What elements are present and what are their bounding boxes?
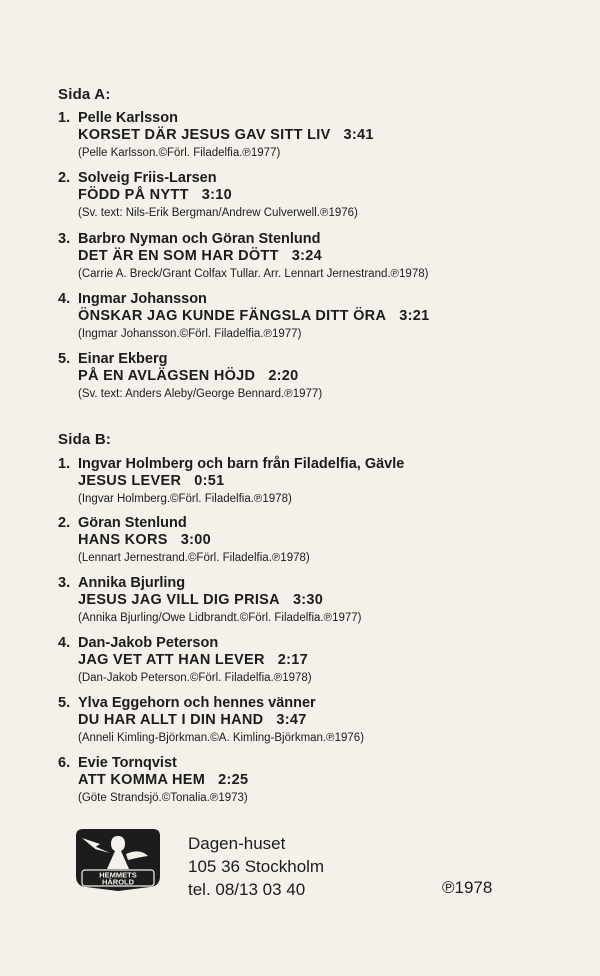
track-credit: (Annika Bjurling/Owe Lidbrandt.©Förl. Filadelfia.℗1977): [78, 612, 362, 624]
track-artist: Ingvar Holmberg och barn från Filadelfia, Gävle: [78, 456, 405, 472]
side-b-heading: Sida B:: [58, 431, 112, 448]
track-credit: (Göte Strandsjö.©Tonalia.℗1973): [78, 792, 248, 804]
track-credit: (Ingvar Holmberg.©Förl. Filadelfia.℗1978): [78, 493, 292, 505]
track-number: 5.: [58, 695, 71, 711]
track-artist: Einar Ekberg: [78, 351, 168, 367]
logo-text: HEMMETS HÄROLD: [99, 870, 137, 887]
track-credit: (Carrie A. Breck/Grant Colfax Tullar. Arr. Lennart Jernestrand.℗1978): [78, 268, 429, 280]
track-number: 6.: [58, 755, 71, 771]
track-title: JESUS JAG VILL DIG PRISA: [78, 592, 280, 608]
track-title: DET ÄR EN SOM HAR DÖTT: [78, 248, 279, 264]
track-artist: Annika Bjurling: [78, 575, 186, 591]
track-a1: [58, 110, 578, 161]
track-credit: (Lennart Jernestrand.©Förl. Filadelfia.℗1978): [78, 552, 310, 564]
track-a2: [58, 170, 578, 221]
track-credit: (Sv. text: Nils-Erik Bergman/Andrew Culverwell.℗1976): [78, 207, 358, 219]
publisher-address: [188, 832, 324, 901]
track-artist: Pelle Karlsson: [78, 110, 178, 126]
track-duration: 3:00: [180, 532, 211, 548]
track-a4: [58, 291, 578, 342]
track-title: HANS KORS: [78, 532, 168, 548]
track-b4: [58, 635, 578, 686]
track-title: JESUS LEVER: [78, 473, 182, 489]
track-title: DU HAR ALLT I DIN HAND: [78, 712, 264, 728]
track-artist: Ingmar Johansson: [78, 291, 207, 307]
track-number: 2.: [58, 515, 71, 531]
track-b1: [58, 456, 578, 507]
address-line: Dagen-huset: [188, 834, 286, 853]
address-line: 105 36 Stockholm: [188, 857, 325, 876]
track-duration: 3:41: [343, 127, 374, 143]
track-number: 3.: [58, 231, 71, 247]
track-duration: 3:21: [399, 308, 430, 324]
track-b6: [58, 755, 578, 806]
track-a5: [58, 351, 578, 402]
track-number: 1.: [58, 456, 71, 472]
track-credit: (Anneli Kimling-Björkman.©A. Kimling-Björkman.℗1976): [78, 732, 365, 744]
track-duration: 3:47: [276, 712, 307, 728]
hemmets-harold-logo-icon: [70, 826, 166, 894]
track-b3: [58, 575, 578, 626]
track-title: ÖNSKAR JAG KUNDE FÄNGSLA DITT ÖRA: [78, 308, 387, 324]
track-title: PÅ EN AVLÄGSEN HÖJD: [78, 368, 256, 384]
track-duration: 3:10: [201, 187, 232, 203]
track-b2: [58, 515, 578, 566]
track-duration: 2:25: [218, 772, 249, 788]
track-a3: [58, 231, 578, 282]
track-artist: Evie Tornqvist: [78, 755, 177, 771]
track-number: 4.: [58, 635, 71, 651]
track-duration: 0:51: [194, 473, 225, 489]
track-title: JAG VET ATT HAN LEVER: [78, 652, 265, 668]
track-credit: (Dan-Jakob Peterson.©Förl. Filadelfia.℗1978): [78, 672, 312, 684]
track-artist: Barbro Nyman och Göran Stenlund: [78, 231, 321, 247]
track-duration: 3:30: [292, 592, 324, 608]
track-artist: Solveig Friis-Larsen: [78, 170, 217, 186]
track-number: 3.: [58, 575, 71, 591]
track-title: KORSET DÄR JESUS GAV SITT LIV: [78, 127, 331, 143]
phonogram-year: ℗1978: [442, 878, 493, 897]
track-duration: 3:24: [291, 248, 322, 264]
track-duration: 2:20: [268, 368, 299, 384]
track-number: 4.: [58, 291, 71, 307]
track-number: 2.: [58, 170, 71, 186]
track-artist: Göran Stenlund: [78, 515, 187, 531]
track-credit: (Sv. text: Anders Aleby/George Bennard.℗1977): [78, 388, 323, 400]
track-number: 1.: [58, 110, 71, 126]
address-line: tel. 08/13 03 40: [188, 880, 306, 899]
track-credit: (Pelle Karlsson.©Förl. Filadelfia.℗1977): [78, 147, 281, 159]
publisher-footer: [70, 822, 570, 902]
track-title: FÖDD PÅ NYTT: [78, 187, 189, 203]
track-b5: [58, 695, 578, 746]
track-credit: (Ingmar Johansson.©Förl. Filadelfia.℗1977): [78, 328, 302, 340]
track-number: 5.: [58, 351, 71, 367]
side-a-heading: Sida A:: [58, 86, 111, 103]
track-artist: Dan-Jakob Peterson: [78, 635, 219, 651]
track-artist: Ylva Eggehorn och hennes vänner: [78, 695, 316, 711]
track-title: ATT KOMMA HEM: [78, 772, 206, 788]
track-duration: 2:17: [277, 652, 308, 668]
